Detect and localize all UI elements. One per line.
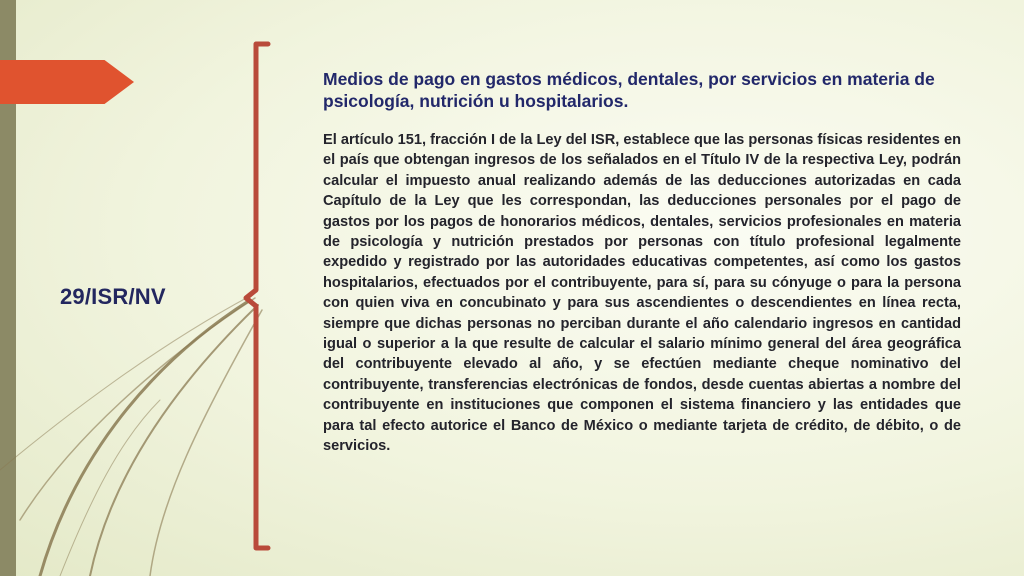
slide-content bbox=[323, 68, 961, 457]
slide-heading: Medios de pago en gastos médicos, dentales, por servicios en materia de psicología, nutrición u hospitalarios. bbox=[323, 69, 935, 111]
slide-body-text: El artículo 151, fracción I de la Ley del ISR, establece que las personas físicas residentes en el país que obtengan ingresos de los señalados en el Título IV de la respectiva Ley, podrán calcular el impuesto anual realizando además de las deducciones autorizadas en cada Capítulo de la Ley que les correspondan, las deducciones personales por el pago de gastos por los pagos de honorarios médicos, dentales, servicios profesionales en materia de psicología y nutrición prestados por personas con título profesional legalmente expedido y registrado por las autoridades educativas competentes, así como los gastos hospitalarios, efectuados por el contribuyente, para sí, para su cónyuge o para la persona con quien viva en concubinato y para sus ascendientes o descendientes en línea recta, siempre que dichas personas no perciban durante el año calendario ingresos en cantidad igual o superior a la que resulte de calcular el salario mínimo general del área geográfica del contribuyente elevado al año, y se efectúen mediante cheque nominativo del contribuyente, transferencias electrónicas de fondos, desde cuentas abiertas a nombre del contribuyente en instituciones que componen el sistema financiero y las entidades que para tal efecto autorice el Banco de México o mediante tarjeta de crédito, de débito, o de servicios. bbox=[323, 132, 961, 455]
document-code-label: 29/ISR/NV bbox=[60, 284, 166, 309]
